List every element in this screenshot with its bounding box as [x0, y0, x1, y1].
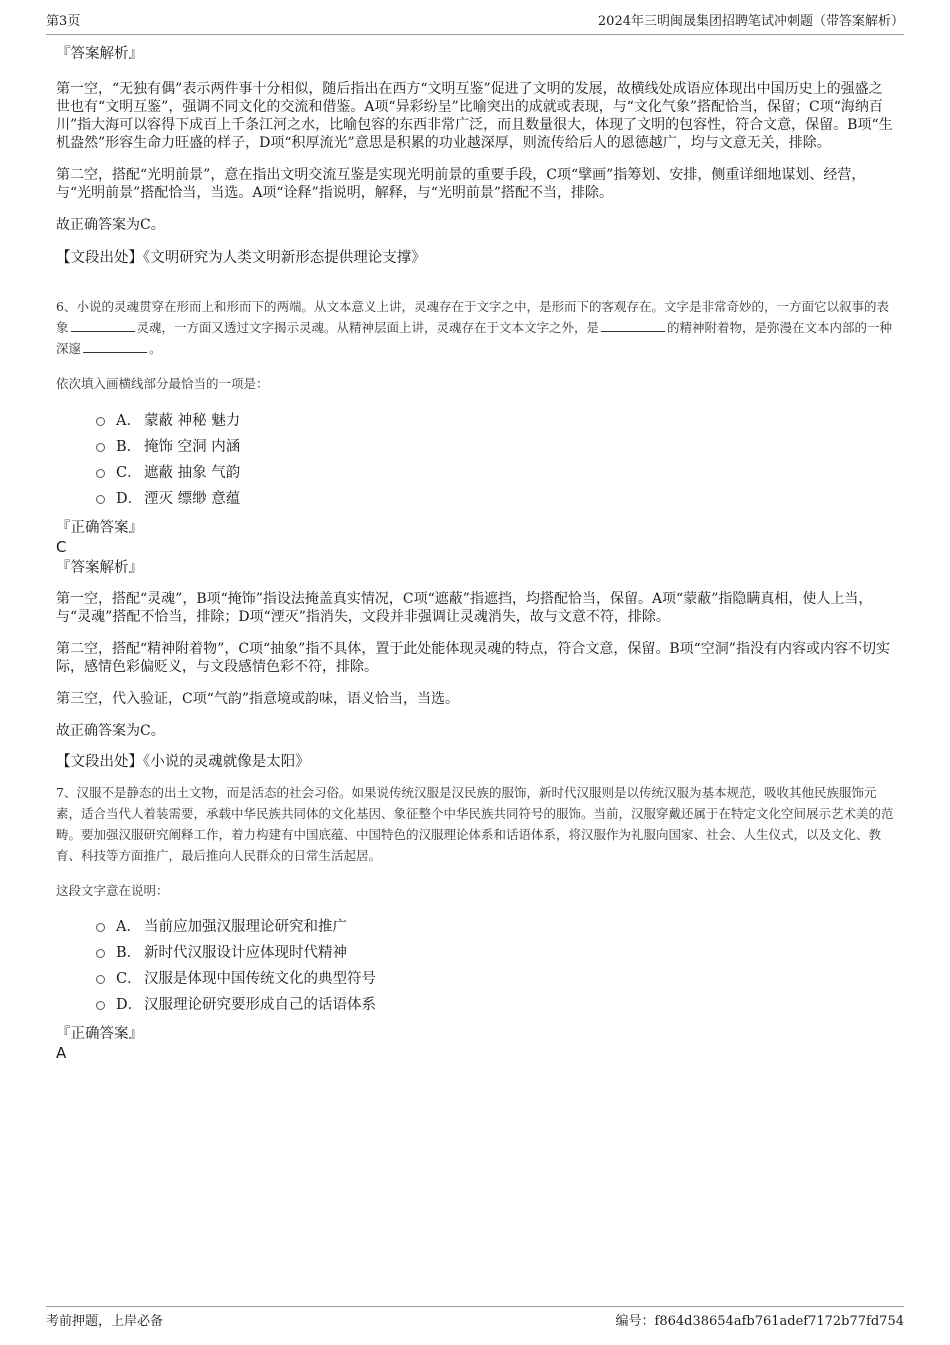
- radio-icon[interactable]: [96, 469, 105, 478]
- q6-analysis-label: 『答案解析』: [56, 560, 143, 576]
- q6-option-b[interactable]: B． 掩饰 空洞 内涵: [56, 434, 894, 460]
- q7-option-b[interactable]: B． 新时代汉服设计应体现时代精神: [56, 940, 894, 966]
- q6-answer: C: [56, 538, 67, 556]
- q7-answer-label: 『正确答案』: [56, 1026, 143, 1042]
- radio-icon[interactable]: [96, 949, 105, 958]
- q7-option-d[interactable]: D． 汉服理论研究要形成自己的话语体系: [56, 992, 894, 1018]
- radio-icon[interactable]: [96, 923, 105, 932]
- q6-prompt: 依次填入画横线部分最恰当的一项是：: [56, 376, 269, 391]
- q7-prompt: 这段文字意在说明：: [56, 883, 169, 898]
- page-content: [56, 44, 894, 1062]
- q6-option-a[interactable]: A． 蒙蔽 神秘 魅力: [56, 408, 894, 434]
- footer-slogan: 考前押题，上岸必备: [46, 1314, 164, 1329]
- q6-blank-2: [601, 318, 665, 332]
- q6-analysis-para-3: 第三空，代入验证，C项“气韵”指意境或韵味，语义恰当，当选。: [56, 691, 460, 707]
- q6-blank-1: [71, 318, 135, 332]
- page-header: [46, 12, 904, 35]
- q7-stem: 7、汉服不是静态的出土文物，而是活态的社会习俗。如果说传统汉服是汉民族的服饰，新时代汉服则是以传统汉服为基本规范，吸收其他民族服饰元素，适合当代人着装需要，承载中华民族共同体的文化基因、象征整个中华民族共同符号的服饰。当前，汉服穿戴还属于在特定文化空间展示艺术美的范畴。要加强汉服研究阐释工作，着力构建有中国底蕴、中国特色的汉服理论体系和话语体系，将汉服作为礼服向国家、社会、人生仪式，以及文化、教育、科技等方面推广，最后推向人民群众的日常生活起居。: [56, 785, 894, 863]
- document-id: 编号：f864d38654afb761adef7172b77fd754: [615, 1314, 904, 1329]
- q6-option-c[interactable]: C． 遮蔽 抽象 气韵: [56, 460, 894, 486]
- q7-option-a[interactable]: A． 当前应加强汉服理论研究和推广: [56, 914, 894, 940]
- q6-analysis-para-2: 第二空，搭配“精神附着物”，C项“抽象”指不具体，置于此处能体现灵魂的特点，符合文意，保留。B项“空洞”指没有内容或内容不切实际，感情色彩偏贬义，与文段感情色彩不符，排除。: [56, 641, 890, 675]
- q5-analysis-label: 『答案解析』: [56, 46, 143, 62]
- q6-source: 【文段出处】《小说的灵魂就像是太阳》: [56, 754, 310, 770]
- q5-analysis-para-2: 第二空，搭配“光明前景”，意在指出文明交流互鉴是实现光明前景的重要手段，C项“擘画”指筹划、安排，侧重详细地谋划、经营，与“光明前景”搭配恰当，当选。A项“诠释”指说明，解释，与“光明前景”搭配不当，排除。: [56, 167, 866, 201]
- page-number: 第3页: [46, 14, 81, 29]
- q5-source: 【文段出处】《文明研究为人类文明新形态提供理论支撑》: [56, 250, 426, 266]
- q7-option-c[interactable]: C． 汉服是体现中国传统文化的典型符号: [56, 966, 894, 992]
- q6-answer-label: 『正确答案』: [56, 520, 143, 536]
- q6-options: [56, 408, 894, 512]
- radio-icon[interactable]: [96, 495, 105, 504]
- radio-icon[interactable]: [96, 417, 105, 426]
- document-title: 2024年三明闽晟集团招聘笔试冲刺题（带答案解析）: [597, 14, 904, 29]
- q6-analysis-para-1: 第一空，搭配“灵魂”，B项“掩饰”指设法掩盖真实情况，C项“遮蔽”指遮挡，均搭配恰当，保留。A项“蒙蔽”指隐瞒真相，使人上当，与“灵魂”搭配不恰当，排除；D项“湮灭”指消失，文段并非强调让灵魂消失，故与文意不符，排除。: [56, 591, 873, 625]
- q6-stem: 6、小说的灵魂贯穿在形而上和形而下的两端。从文本意义上讲，灵魂存在于文字之中，是形而下的客观存在。文字是非常奇妙的，一方面它以叙事的表象 灵魂，一方面又透过文字揭示灵魂。从精神层面上讲，灵魂存在于文本文字之外，是 的精神附着物，是弥漫在文本内部的一种深邃 。: [56, 299, 893, 356]
- q6-analysis-para-4: 故正确答案为C。: [56, 723, 165, 739]
- page-footer: [46, 1306, 904, 1337]
- q6-option-d[interactable]: D． 湮灭 缥缈 意蕴: [56, 486, 894, 512]
- q5-analysis-para-3: 故正确答案为C。: [56, 217, 165, 233]
- q7-options: [56, 914, 894, 1018]
- q5-analysis-para-1: 第一空，“无独有偶”表示两件事十分相似，随后指出在西方“文明互鉴”促进了文明的发展，故横线处成语应体现出中国历史上的强盛之世也有“文明互鉴”，强调不同文化的交流和借鉴。A项“异彩纷呈”比喻突出的成就或表现，与“文化气象”搭配恰当，保留；C项“海纳百川”指大海可以容得下成百上千条江河之水，比喻包容的东西非常广泛，而且数量很大，体现了文明的包容性，符合文意，保留。B项“生机盎然”形容生命力旺盛的样子，D项“积厚流光”意思是积累的功业越深厚，则流传给后人的恩德越广，均与文意无关，排除。: [56, 81, 893, 151]
- radio-icon[interactable]: [96, 1001, 105, 1010]
- radio-icon[interactable]: [96, 443, 105, 452]
- radio-icon[interactable]: [96, 975, 105, 984]
- q7-answer: A: [56, 1044, 67, 1062]
- q6-blank-3: [83, 339, 147, 353]
